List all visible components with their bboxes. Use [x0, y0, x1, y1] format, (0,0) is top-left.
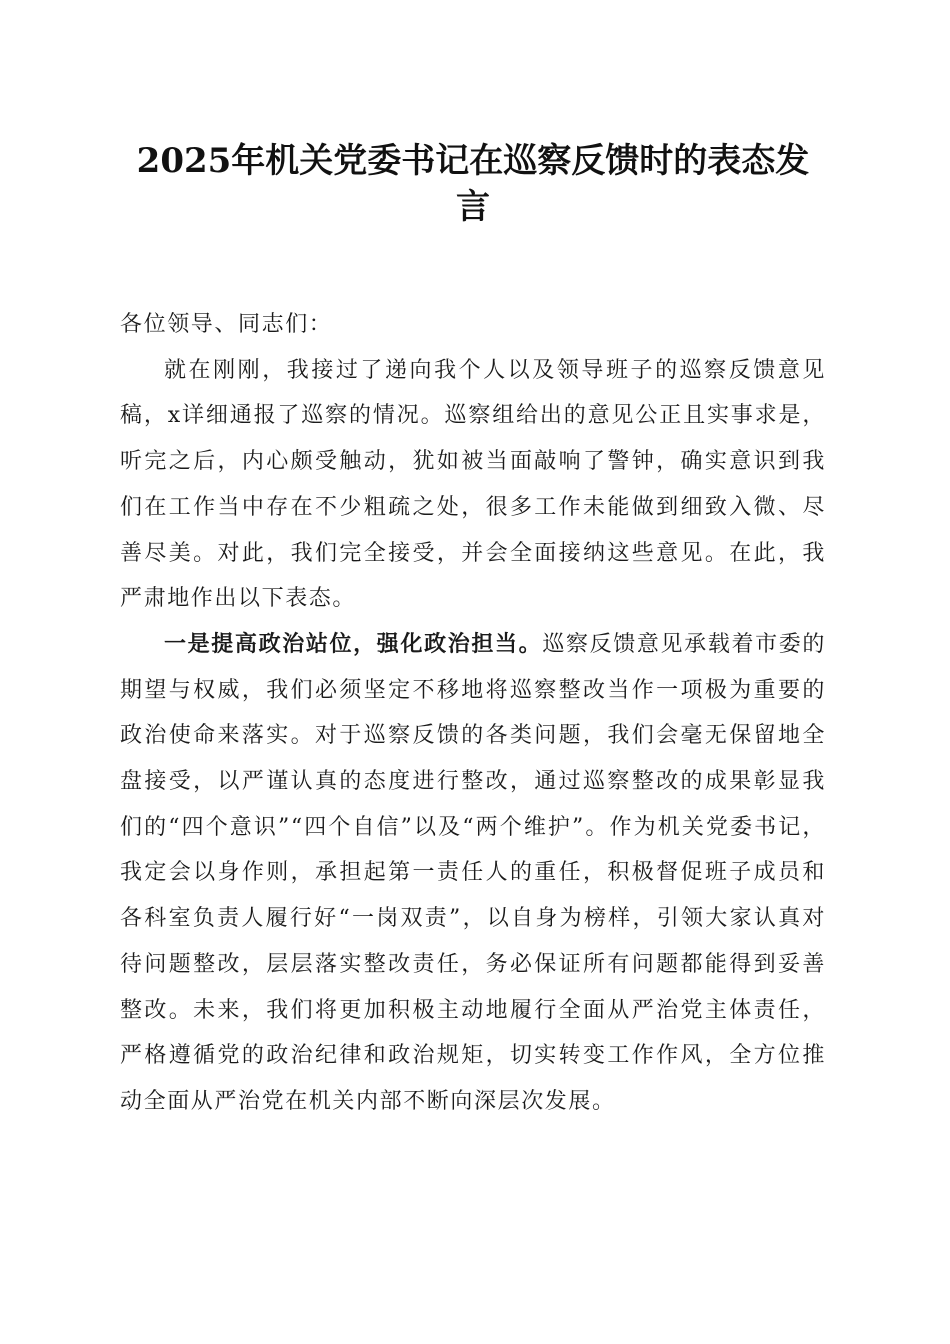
paragraph-point-one [120, 622, 826, 1125]
document-body [120, 302, 826, 1125]
paragraph-lead: 一是提高政治站位，强化政治担当。 [164, 630, 543, 657]
salutation: 各位领导、同志们： [120, 312, 333, 337]
paragraph-intro [120, 348, 826, 622]
paragraph-text: 就在刚刚，我接过了递向我个人以及领导班子的巡察反馈意见稿，x详细通报了巡察的情况。巡察组给出的意见公正且实事求是，听完之后，内心颇受触动，犹如被当面敲响了警钟，确实意识到我们在工作当中存在不少粗疏之处，很多工作未能做到细致入微、尽善尽美。对此，我们完全接受，并会全面接纳这些意见。在此，我严肃地作出以下表态。 [120, 357, 826, 612]
document-page [120, 138, 826, 1125]
document-title: 2025年机关党委书记在巡察反馈时的表态发言 [136, 141, 810, 227]
paragraph-text: 巡察反馈意见承载着市委的期望与权威，我们必须坚定不移地将巡察整改当作一项极为重要的政治使命来落实。对于巡察反馈的各类问题，我们会毫无保留地全盘接受，以严谨认真的态度进行整改，通过巡察整改的成果彰显我们的“四个意识”“四个自信”以及“两个维护”。作为机关党委书记，我定会以身作则，承担起第一责任人的重任，积极督促班子成员和各科室负责人履行好“一岗双责”，以自身为榜样，引领大家认真对待问题整改，层层落实整改责任，务必保证所有问题都能得到妥善整改。未来，我们将更加积极主动地履行全面从严治党主体责任，严格遵循党的政治纪律和政治规矩，切实转变工作作风，全方位推动全面从严治党在机关内部不断向深层次发展。 [120, 631, 826, 1114]
